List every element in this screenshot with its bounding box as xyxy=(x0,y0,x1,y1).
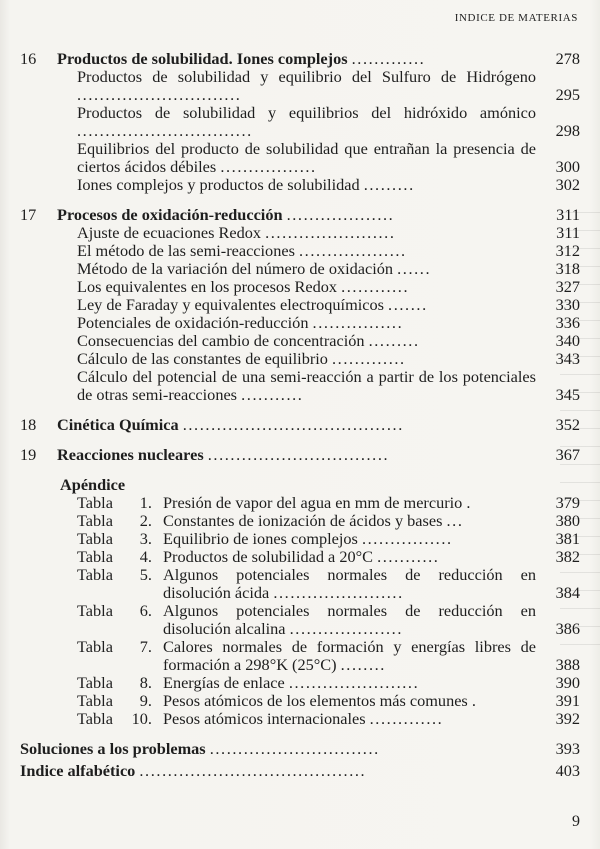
table-of-contents xyxy=(20,50,580,780)
index-title: Indice alfabético xyxy=(20,761,136,780)
table-label: Tabla xyxy=(77,565,113,584)
toc-item: Los equivalentes en los procesos Redox ............ 327 xyxy=(77,277,580,296)
page-number: 298 xyxy=(555,121,580,140)
appendix-table-entry: Tabla 8. Energías de enlace ....................... 390 xyxy=(77,673,580,692)
toc-item: Cálculo de las constantes de equilibrio ............. 343 xyxy=(77,349,580,368)
running-title: INDICE DE MATERIAS xyxy=(454,12,578,24)
page-number: 318 xyxy=(555,259,580,278)
toc-item: Productos de solubilidad y equilibrios del hidróxido amónico ............................... 298 xyxy=(77,103,580,140)
table-number: 9. xyxy=(139,691,152,710)
page-number: 386 xyxy=(555,619,580,638)
table-number: 8. xyxy=(139,673,152,692)
appendix-table-entry: Tabla 2. Constantes de ionización de ácidos y bases ... 380 xyxy=(77,511,580,530)
page-number: 390 xyxy=(555,673,580,692)
table-label: Tabla xyxy=(77,529,113,548)
table-number: 7. xyxy=(139,637,152,656)
toc-item-text: Cálculo del potencial de una semi-reacción a partir de los potenciales de otras semi-reacciones xyxy=(77,367,536,404)
page-number: 388 xyxy=(555,655,580,674)
table-label: Tabla xyxy=(77,637,113,656)
table-label: Tabla xyxy=(77,511,113,530)
toc-item-text: Los equivalentes en los procesos Redox xyxy=(77,277,337,296)
toc-item-text: Potenciales de oxidación-reducción xyxy=(77,313,309,332)
page-number: 403 xyxy=(555,761,580,780)
table-label: Tabla xyxy=(77,673,113,692)
toc-item-text: El método de las semi-reacciones xyxy=(77,241,295,260)
table-label: Tabla xyxy=(77,709,113,728)
appendix-table-entry: Tabla 7. Calores normales de formación y energías libres de formación a 298°K (25°C) ........ 388 xyxy=(77,637,580,674)
toc-item: Equilibrios del producto de solubilidad que entrañan la presencia de ciertos ácidos débiles ................. 300 xyxy=(77,139,580,176)
table-label: Tabla xyxy=(77,601,113,620)
toc-item: Productos de solubilidad y equilibrio del Sulfuro de Hidrógeno ............................. 295 xyxy=(77,67,580,104)
toc-item-text: Método de la variación del número de oxidación xyxy=(77,259,394,278)
page-number: 327 xyxy=(555,277,580,296)
chapter-number: 19 xyxy=(20,445,37,464)
toc-item-text: Ley de Faraday y equivalentes electroquímicos xyxy=(77,295,384,314)
table-number: 2. xyxy=(139,511,152,530)
table-number: 6. xyxy=(139,601,152,620)
table-title: Productos de solubilidad a 20°C xyxy=(163,547,374,566)
toc-item-text: Ajuste de ecuaciones Redox xyxy=(77,223,262,242)
table-title: Algunos potenciales normales de reducción en disolución ácida xyxy=(163,565,536,602)
chapter-title: Cinética Química xyxy=(57,415,179,434)
table-title: Equilibrio de iones complejos xyxy=(163,529,358,548)
table-title: Presión de vapor del agua en mm de mercurio xyxy=(163,493,463,512)
page-number: 382 xyxy=(555,547,580,566)
page-folio: 9 xyxy=(572,813,580,830)
chapter-number: 18 xyxy=(20,415,37,434)
page-number: 391 xyxy=(555,691,580,710)
toc-item-text: Productos de solubilidad y equilibrios del hidróxido amónico xyxy=(77,103,536,122)
chapter-17-entry: 17 Procesos de oxidación-reducción ................... 311 xyxy=(20,205,580,224)
appendix-table-entry: Tabla 6. Algunos potenciales normales de reducción en disolución alcalina .................... 386 xyxy=(77,601,580,638)
table-number: 5. xyxy=(139,565,152,584)
solutions-title: Soluciones a los problemas xyxy=(20,739,206,758)
table-title: Pesos atómicos de los elementos más comunes xyxy=(163,691,468,710)
page-number: 381 xyxy=(555,529,580,548)
table-title: Energías de enlace xyxy=(163,673,285,692)
index-entry: Indice alfabético ........................................ 403 xyxy=(20,761,580,780)
toc-item: Método de la variación del número de oxidación ...... 318 xyxy=(77,259,580,278)
page-number: 336 xyxy=(555,313,580,332)
toc-item: Ley de Faraday y equivalentes electroquímicos ....... 330 xyxy=(77,295,580,314)
chapter-number: 17 xyxy=(20,205,37,224)
chapter-title: Reacciones nucleares xyxy=(57,445,204,464)
toc-item-text: Consecuencias del cambio de concentración xyxy=(77,331,365,350)
appendix-table-entry: Tabla 3. Equilibrio de iones complejos ................ 381 xyxy=(77,529,580,548)
toc-item: Cálculo del potencial de una semi-reacción a partir de los potenciales de otras semi-reacciones ........... 345 xyxy=(77,367,580,404)
toc-item-text: Equilibrios del producto de solubilidad que entrañan la presencia de ciertos ácidos débiles xyxy=(77,139,536,176)
page-number: 340 xyxy=(555,331,580,350)
page-number: 300 xyxy=(555,157,580,176)
toc-item-text: Iones complejos y productos de solubilidad xyxy=(77,175,360,194)
appendix-table-entry: Tabla 9. Pesos atómicos de los elementos más comunes . 391 xyxy=(77,691,580,710)
appendix-heading xyxy=(20,476,580,494)
solutions-entry: Soluciones a los problemas .............................. 393 xyxy=(20,739,580,758)
chapter-19-entry: 19 Reacciones nucleares ................................ 367 xyxy=(20,445,580,464)
toc-item: Potenciales de oxidación-reducción ................ 336 xyxy=(77,313,580,332)
chapter-number: 16 xyxy=(20,49,37,68)
toc-item: Ajuste de ecuaciones Redox ....................... 311 xyxy=(77,223,580,242)
page-number: 295 xyxy=(555,85,580,104)
appendix-table-entry: Tabla 4. Productos de solubilidad a 20°C ........... 382 xyxy=(77,547,580,566)
page-number: 345 xyxy=(555,385,580,404)
table-title: Constantes de ionización de ácidos y bases xyxy=(163,511,443,530)
appendix-table-entry: Tabla 5. Algunos potenciales normales de reducción en disolución ácida ....................... 384 xyxy=(77,565,580,602)
chapter-18-entry: 18 Cinética Química ....................................... 352 xyxy=(20,415,580,434)
table-number: 3. xyxy=(139,529,152,548)
page-number: 367 xyxy=(555,445,580,464)
appendix-title: Apéndice xyxy=(60,475,126,494)
page-number: 278 xyxy=(555,49,580,68)
chapter-16-entry: 16 Productos de solubilidad. Iones complejos ............. 278 xyxy=(20,49,580,68)
table-title: Pesos atómicos internacionales xyxy=(163,709,366,728)
table-number: 4. xyxy=(139,547,152,566)
table-label: Tabla xyxy=(77,493,113,512)
chapter-title: Procesos de oxidación-reducción xyxy=(57,205,283,224)
table-title: Calores normales de formación y energías libres de formación a 298°K (25°C) xyxy=(163,637,536,674)
page-number: 330 xyxy=(555,295,580,314)
page-number: 312 xyxy=(555,241,580,260)
toc-item: Iones complejos y productos de solubilidad ......... 302 xyxy=(77,175,580,194)
toc-item: Consecuencias del cambio de concentración ......... 340 xyxy=(77,331,580,350)
table-label: Tabla xyxy=(77,691,113,710)
page-number: 311 xyxy=(556,205,580,224)
table-number: 1. xyxy=(139,493,152,512)
page-number: 393 xyxy=(555,739,580,758)
chapter-title: Productos de solubilidad. Iones complejos xyxy=(57,49,348,68)
page-number: 379 xyxy=(555,493,580,512)
table-title: Algunos potenciales normales de reducción en disolución alcalina xyxy=(163,601,536,638)
page-number: 352 xyxy=(555,415,580,434)
page-number: 343 xyxy=(555,349,580,368)
page-number: 302 xyxy=(555,175,580,194)
page-number: 311 xyxy=(556,223,580,242)
page-number: 392 xyxy=(555,709,580,728)
page-number: 380 xyxy=(555,511,580,530)
toc-item: El método de las semi-reacciones ................... 312 xyxy=(77,241,580,260)
table-label: Tabla xyxy=(77,547,113,566)
toc-item-text: Cálculo de las constantes de equilibrio xyxy=(77,349,328,368)
toc-item-text: Productos de solubilidad y equilibrio del Sulfuro de Hidrógeno xyxy=(77,67,536,86)
table-number: 10. xyxy=(131,709,152,728)
appendix-table-entry: Tabla 1. Presión de vapor del agua en mm de mercurio . 379 xyxy=(77,493,580,512)
appendix-table-entry: Tabla 10. Pesos atómicos internacionales ............. 392 xyxy=(77,709,580,728)
page-number: 384 xyxy=(555,583,580,602)
